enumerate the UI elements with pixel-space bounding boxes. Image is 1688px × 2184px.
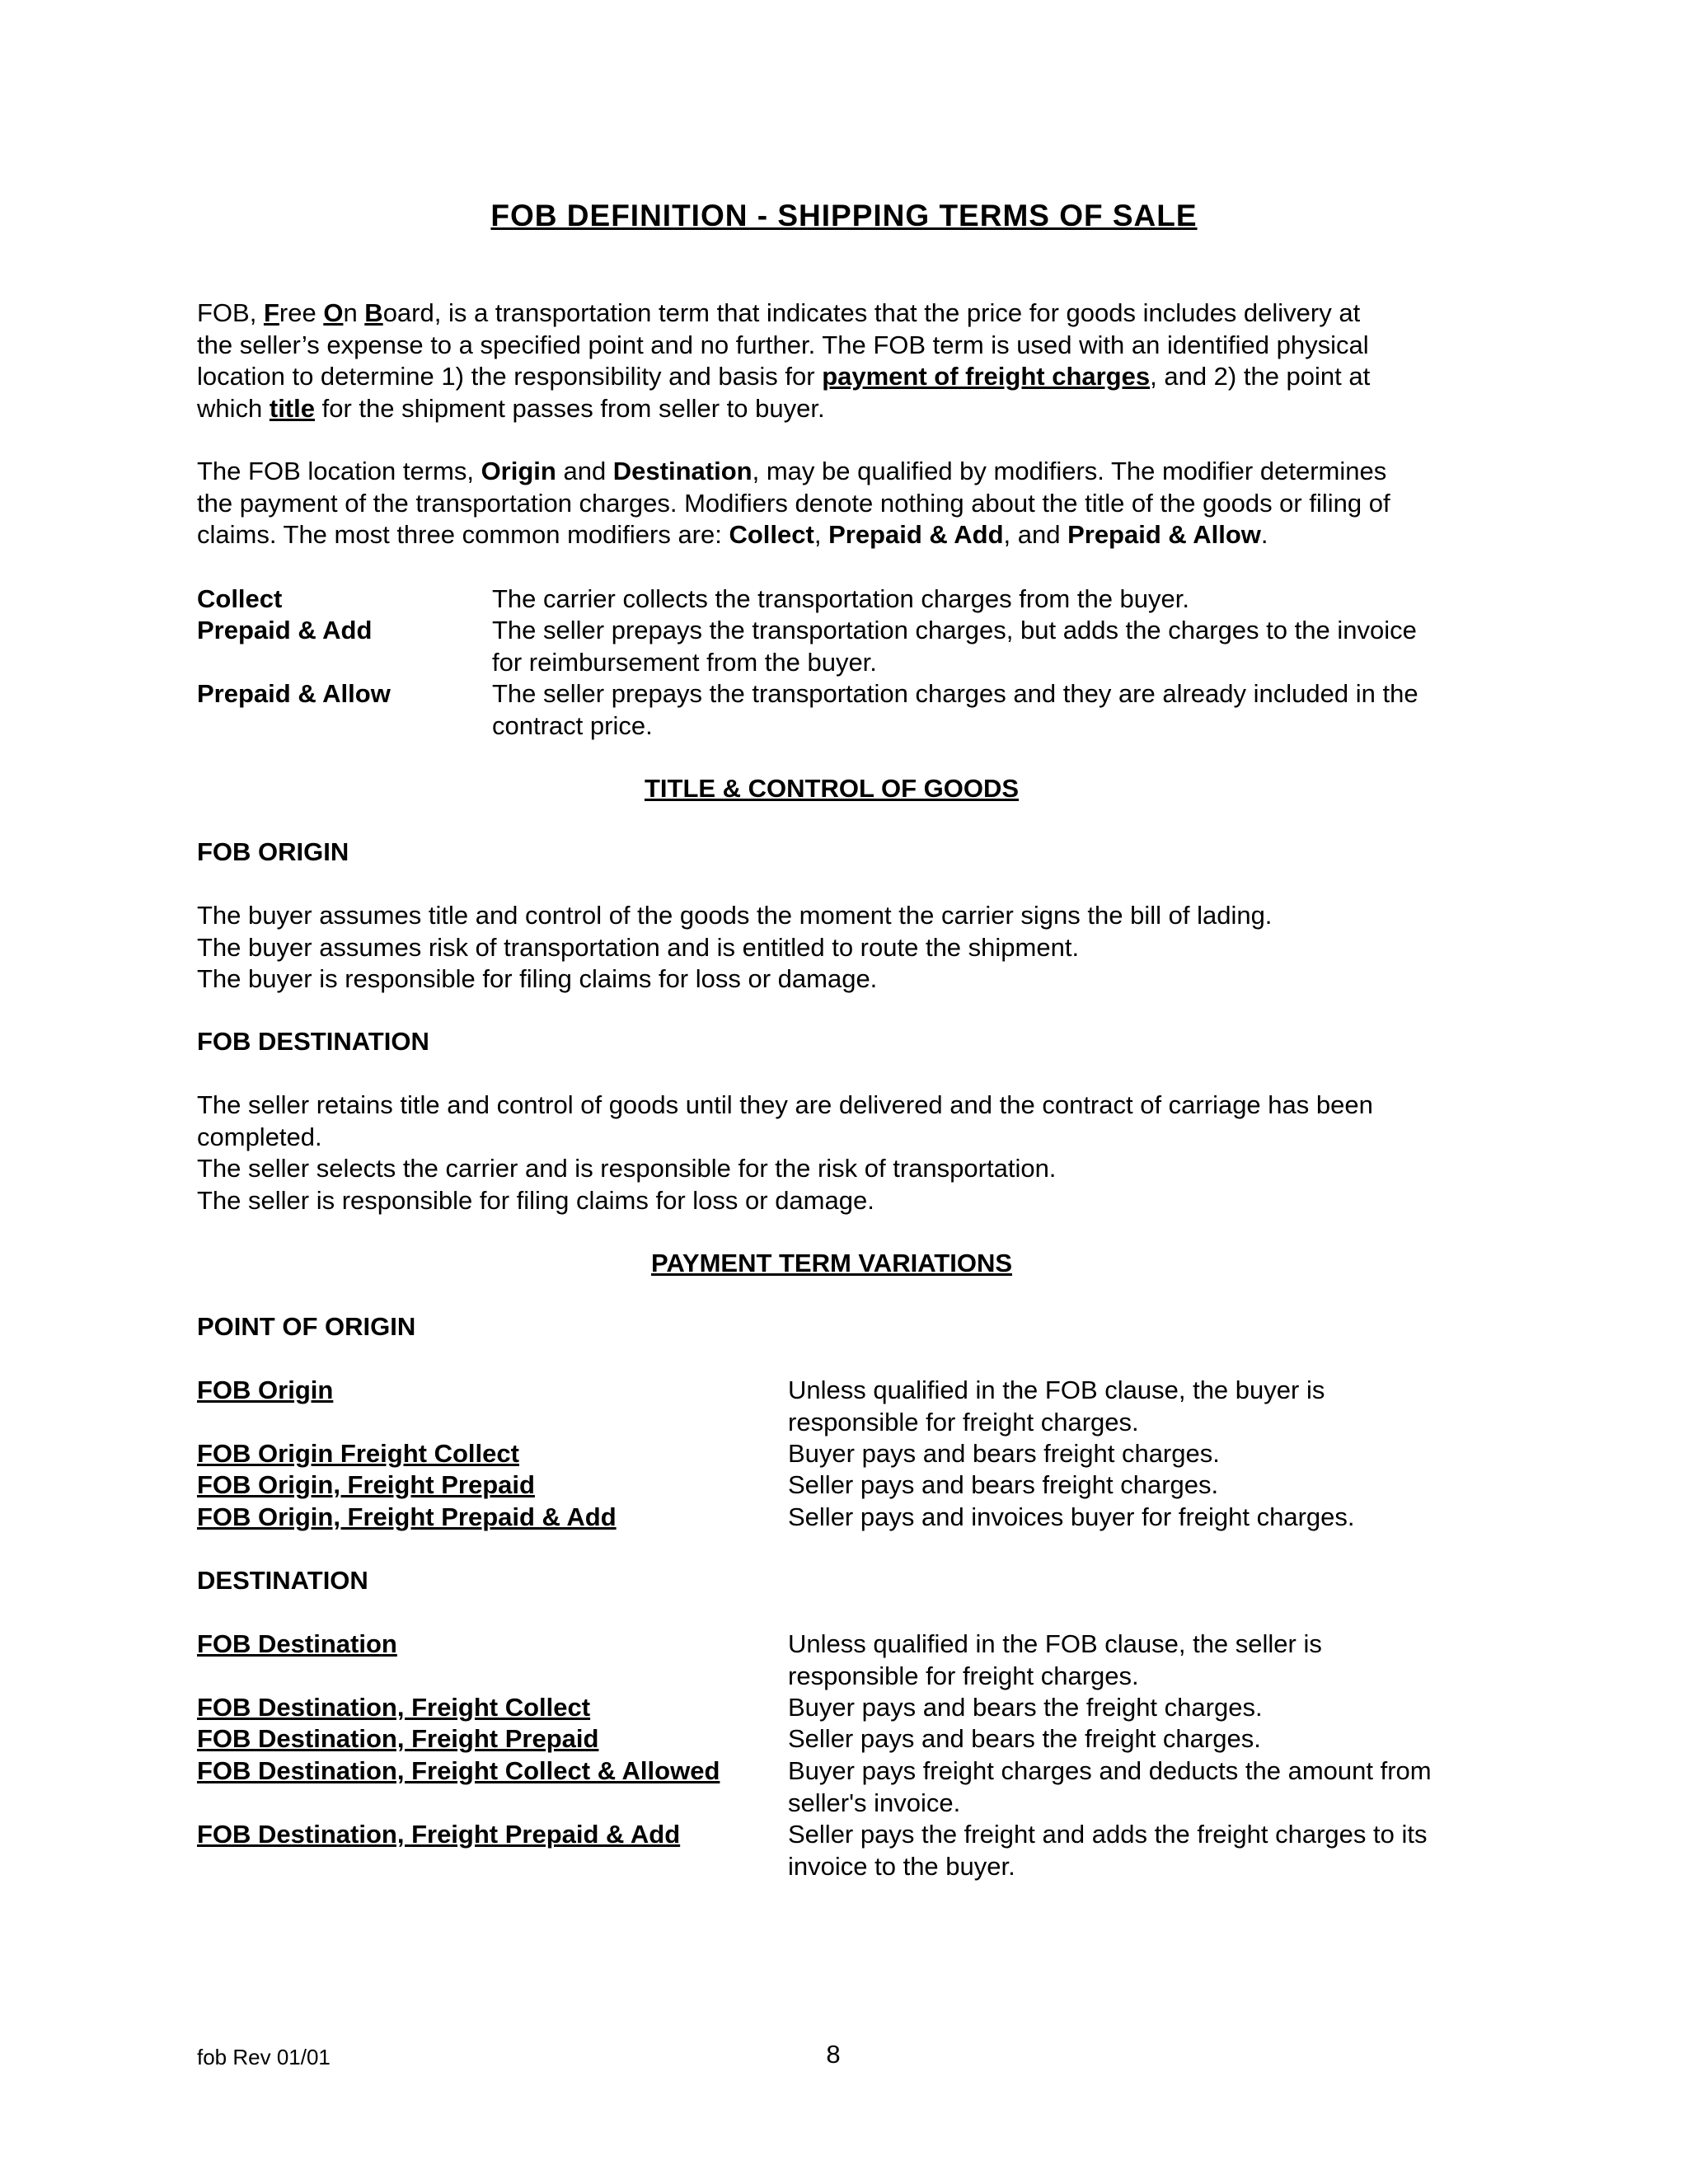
modifier-term-collect: Collect [197, 584, 283, 613]
destination-row-desc: Buyer pays freight charges and deducts the amount from seller's invoice. [788, 1756, 1432, 1817]
intro-line-4: which title for the shipment passes from seller to buyer. [197, 393, 825, 423]
fob-origin-heading: FOB ORIGIN [197, 837, 349, 866]
destination-row-label: FOB Destination, Freight Collect & Allowed [197, 1756, 720, 1785]
intro-line-1: FOB, Free On Board, is a transportation term that indicates that the price for goods includes delivery at [197, 298, 1361, 327]
origin-row-label: FOB Origin, Freight Prepaid & Add [197, 1502, 617, 1531]
destination-row-desc: Seller pays the freight and adds the freight charges to its invoice to the buyer. [788, 1820, 1428, 1881]
point-of-origin-heading: POINT OF ORIGIN [197, 1312, 416, 1341]
origin-row-desc: Seller pays and bears freight charges. [788, 1470, 1219, 1499]
modifier-def-prepaid-allow: The seller prepays the transportation charges and they are already included in the contract price. [492, 679, 1418, 740]
modifiers-paragraph [197, 456, 1483, 551]
origin-row-desc: Unless qualified in the FOB clause, the buyer is responsible for freight charges. [788, 1376, 1325, 1436]
fob-destination-heading: FOB DESTINATION [197, 1027, 429, 1056]
intro-line-2: the seller’s expense to a specified point and no further. The FOB term is used with an identified physical [197, 330, 1369, 359]
fob-destination-text: The seller retains title and control of goods until they are delivered and the contract of carriage has been completed. The seller selects the carrier and is responsible for the risk of transportation. The seller is responsible for filing claims for loss or damage. [197, 1090, 1373, 1215]
destination-row-label: FOB Destination, Freight Prepaid [197, 1724, 599, 1753]
origin-row-label: FOB Origin Freight Collect [197, 1439, 519, 1468]
modifier-def-prepaid-add: The seller prepays the transportation charges, but adds the charges to the invoice for reimbursement from the buyer. [492, 616, 1417, 677]
intro-paragraph [197, 298, 1483, 424]
page-title: FOB DEFINITION - SHIPPING TERMS OF SALE [490, 199, 1198, 232]
payment-variations-heading: PAYMENT TERM VARIATIONS [650, 1249, 1013, 1277]
modifiers-line-3: claims. The most three common modifiers are: Collect, Prepaid & Add, and Prepaid & Allow. [197, 520, 1268, 549]
origin-row-label: FOB Origin [197, 1376, 334, 1404]
destination-row-label: FOB Destination, Freight Collect [197, 1693, 591, 1722]
destination-row-label: FOB Destination, Freight Prepaid & Add [197, 1820, 681, 1849]
footer-revision: fob Rev 01/01 [197, 2045, 331, 2069]
destination-row-desc: Buyer pays and bears the freight charges. [788, 1693, 1263, 1722]
destination-row-desc: Unless qualified in the FOB clause, the seller is responsible for freight charges. [788, 1629, 1322, 1690]
modifiers-line-2: the payment of the transportation charges. Modifiers denote nothing about the title of the goods or filing of [197, 488, 1390, 518]
destination-heading: DESTINATION [197, 1566, 368, 1595]
page-number: 8 [826, 2040, 841, 2069]
fob-origin-text: The buyer assumes title and control of the goods the moment the carrier signs the bill of lading. The buyer assumes risk of transportation and is entitled to route the shipment. The buyer is responsible for filing claims for loss or damage. [197, 901, 1273, 993]
modifier-term-prepaid-add: Prepaid & Add [197, 616, 373, 644]
destination-row-label: FOB Destination [197, 1629, 397, 1658]
origin-row-desc: Buyer pays and bears freight charges. [788, 1439, 1220, 1468]
intro-line-3: location to determine 1) the responsibility and basis for payment of freight charges, and 2) the point at [197, 362, 1371, 391]
origin-row-desc: Seller pays and invoices buyer for freight charges. [788, 1502, 1355, 1531]
modifier-term-prepaid-allow: Prepaid & Allow [197, 679, 391, 708]
destination-row-desc: Seller pays and bears the freight charges. [788, 1724, 1261, 1753]
modifiers-line-1: The FOB location terms, Origin and Destination, may be qualified by modifiers. The modifier determines [197, 457, 1387, 485]
title-control-heading: TITLE & CONTROL OF GOODS [644, 774, 1020, 803]
origin-row-label: FOB Origin, Freight Prepaid [197, 1470, 535, 1499]
modifier-def-collect: The carrier collects the transportation charges from the buyer. [492, 584, 1190, 613]
